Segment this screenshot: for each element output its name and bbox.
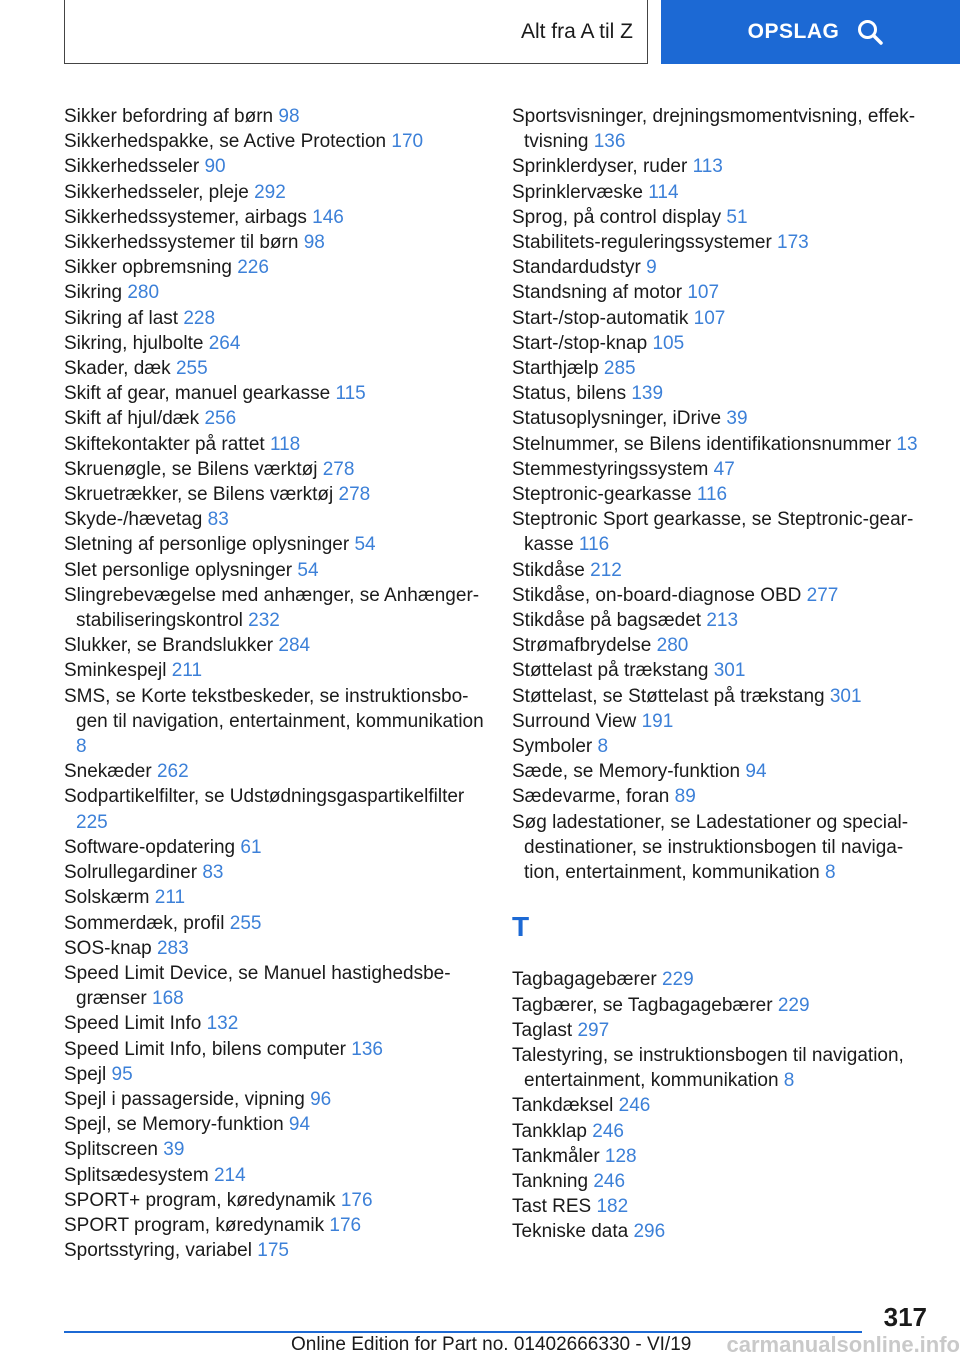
index-entry: [512, 658, 932, 683]
index-entry: [512, 507, 932, 557]
index-entry-text: Sædevarme, foran: [512, 786, 675, 808]
page-link[interactable]: 8: [783, 1070, 795, 1092]
index-entry: [64, 104, 484, 129]
index-entry-text: Sikkerhedsseler, pleje: [64, 181, 255, 203]
index-entry: [64, 784, 484, 834]
index-entry: [64, 759, 484, 784]
edition-text: Online Edition for Part no. 01402666330 - VI/19: [291, 1334, 692, 1355]
page-link[interactable]: 39: [726, 408, 748, 430]
index-entry: [512, 967, 932, 992]
page-link[interactable]: 225: [76, 811, 108, 833]
index-entry: [64, 331, 484, 356]
index-entry: [512, 1119, 932, 1144]
index-entry: [64, 457, 484, 482]
index-entry: [64, 1137, 484, 1162]
page-link[interactable]: 280: [656, 635, 689, 657]
index-entry: [512, 406, 932, 431]
index-entry: [64, 583, 484, 633]
index-entry: [64, 1163, 484, 1188]
page-link[interactable]: 173: [777, 232, 809, 254]
page-link[interactable]: 8: [76, 736, 87, 758]
index-entry-text: Snekæder: [64, 761, 157, 783]
page-link[interactable]: 98: [278, 106, 300, 127]
page-link[interactable]: 114: [648, 181, 679, 203]
page-link[interactable]: 115: [335, 383, 366, 405]
index-entry-text: Sikker opbremsning: [64, 257, 238, 279]
index-entry: [512, 482, 932, 507]
index-entry: [512, 381, 932, 406]
index-entry: [512, 1194, 932, 1219]
page-link[interactable]: 90: [204, 156, 226, 178]
index-entry-text: Skruetrækker, se Bilens værktøj: [64, 484, 339, 506]
index-entry: [64, 1112, 484, 1137]
index-entry-text: Sikring, hjulbolte: [64, 332, 209, 354]
index-column-left: [64, 104, 484, 1263]
index-entry-text: Steptronic Sport gearkasse, se Steptronic-gearkasse: [512, 509, 914, 556]
page-link[interactable]: 176: [329, 1214, 362, 1236]
page-link[interactable]: 107: [687, 282, 720, 304]
index-entry-text: Stikdåse på bagsædet: [512, 610, 707, 632]
index-entry: [512, 1093, 932, 1118]
page-link[interactable]: 278: [322, 458, 355, 480]
index-entry: [64, 432, 484, 457]
index-entry: [512, 1043, 932, 1093]
page-link[interactable]: 284: [278, 635, 311, 657]
index-entry-text: Skift af gear, manuel gearkasse: [64, 383, 336, 405]
page-link[interactable]: 54: [354, 534, 376, 556]
page-link[interactable]: 136: [593, 131, 626, 153]
page-number: 317: [883, 1302, 927, 1332]
index-entry-text: Tankklap: [512, 1120, 593, 1142]
index-entry-text: Skift af hjul/dæk: [64, 408, 205, 430]
index-entry-text: Tankmåler: [512, 1145, 605, 1167]
page-link[interactable]: 246: [618, 1095, 651, 1117]
page-link[interactable]: 212: [590, 559, 622, 581]
index-entry: [64, 1188, 484, 1213]
index-entry-text: SPORT+ program, køredynamik: [64, 1189, 341, 1211]
index-entry-text: Solrullegardiner: [64, 862, 203, 884]
index-entry: [64, 658, 484, 683]
page-link[interactable]: 292: [254, 181, 286, 203]
index-entry: [512, 734, 932, 759]
page-link[interactable]: 182: [596, 1196, 629, 1218]
page-link[interactable]: 139: [631, 383, 664, 405]
index-entry: [512, 205, 932, 230]
index-entry: [512, 230, 932, 255]
page-link[interactable]: 9: [646, 257, 657, 279]
page-link[interactable]: 283: [156, 937, 189, 959]
page-link[interactable]: 214: [213, 1164, 246, 1186]
index-entry-text: Standsning af motor: [512, 282, 688, 304]
page-link[interactable]: 39: [163, 1139, 185, 1161]
page-link[interactable]: 211: [171, 660, 203, 682]
page-link[interactable]: 113: [692, 156, 723, 178]
index-entry: [64, 684, 484, 760]
page-link[interactable]: 262: [156, 761, 189, 783]
index-entry-text: Søg ladestationer, se Ladestationer og specialdestinationer, se instruktionsbogen til navigation, entertainment, kommunikation: [512, 811, 909, 884]
index-entry: [512, 759, 932, 784]
page-link[interactable]: 226: [237, 257, 269, 279]
index-entry-text: Starthjælp: [512, 358, 604, 380]
index-entry-text: Sikring af last: [64, 307, 184, 329]
index-entry: [64, 1062, 484, 1087]
index-entry-text: Skyde-/hævetag: [64, 509, 208, 531]
index-entry-text: Splitsædesystem: [64, 1164, 214, 1186]
page-link[interactable]: 264: [208, 332, 241, 354]
index-entry-text: Sikring: [64, 282, 128, 304]
page-link[interactable]: 89: [674, 786, 696, 808]
index-entry-text: Skader, dæk: [64, 358, 176, 380]
index-entry: [512, 993, 932, 1018]
index-entry: [64, 1037, 484, 1062]
index-entry-text: Stelnummer, se Bilens identifikationsnummer: [512, 433, 897, 455]
page-link[interactable]: 8: [825, 862, 836, 884]
page-link[interactable]: 128: [604, 1145, 637, 1167]
page-link[interactable]: 229: [662, 969, 694, 991]
page-link[interactable]: 107: [693, 307, 726, 329]
index-entry: [64, 961, 484, 1011]
index-entry: [512, 810, 932, 886]
page-link[interactable]: 8: [597, 736, 609, 758]
index-entry-text: Spejl: [64, 1063, 112, 1085]
index-entry: [512, 356, 932, 381]
index-entry: [64, 306, 484, 331]
page-link[interactable]: 297: [577, 1019, 610, 1041]
index-entry-text: Start-/stop-automatik: [512, 307, 694, 329]
index-entry-text: Start-/stop-knap: [512, 332, 653, 354]
index-entry-text: Tekniske data: [512, 1221, 634, 1243]
watermark: carmanualsonline.info: [726, 1332, 960, 1357]
index-entry-text: Støttelast på trækstang: [512, 660, 714, 682]
page-link[interactable]: 170: [391, 131, 424, 153]
index-entry: [512, 1144, 932, 1169]
page-link[interactable]: 255: [175, 358, 208, 380]
index-entry-text: Steptronic-gearkasse: [512, 484, 697, 506]
index-entry-text: Speed Limit Info, bilens computer: [64, 1038, 352, 1060]
index-entry-text: Slingrebevægelse med anhænger, se Anhænger-stabiliseringskontrol: [64, 584, 480, 632]
index-entry-text: Støttelast, se Støttelast på trækstang: [512, 685, 830, 707]
page-link[interactable]: 278: [338, 484, 371, 506]
page-link[interactable]: 256: [204, 408, 237, 430]
index-entry-text: Strømafbrydelse: [512, 635, 657, 657]
index-entry: [64, 885, 484, 910]
index-entry-text: Splitscreen: [64, 1139, 164, 1161]
page-link[interactable]: 175: [257, 1240, 289, 1262]
index-entry: [64, 205, 484, 230]
index-entry-text: Surround View: [512, 710, 642, 732]
page-link[interactable]: 94: [288, 1114, 311, 1136]
page-link[interactable]: 98: [303, 232, 325, 254]
index-entry: [64, 860, 484, 885]
index-entry: [512, 180, 932, 205]
page-link[interactable]: 280: [127, 282, 160, 304]
page-link[interactable]: 246: [592, 1120, 624, 1142]
index-entry: [64, 180, 484, 205]
index-entry: [512, 255, 932, 280]
index-column-right: [512, 104, 932, 1245]
page-link[interactable]: 232: [248, 610, 280, 632]
page-link[interactable]: 228: [183, 307, 216, 329]
page-link[interactable]: 132: [206, 1013, 239, 1035]
index-entry: [64, 381, 484, 406]
page-link[interactable]: 118: [269, 433, 301, 455]
page-link[interactable]: 229: [777, 994, 810, 1016]
index-entry: [512, 104, 932, 154]
page-link[interactable]: 301: [829, 685, 862, 707]
index-entry-text: Skruenøgle, se Bilens værktøj: [64, 458, 323, 480]
page-link[interactable]: 54: [297, 559, 319, 581]
index-entry: [64, 482, 484, 507]
index-entry-text: Sikkerhedspakke, se Active Protection: [64, 131, 392, 153]
index-entry-text: Stabilitets-reguleringssystemer: [512, 232, 778, 254]
lookup-button[interactable]: [661, 0, 960, 64]
index-entry: [64, 835, 484, 860]
page-link[interactable]: 296: [633, 1221, 666, 1243]
index-entry-text: Status, bilens: [512, 383, 632, 405]
section-title: Alt fra A til Z: [520, 19, 633, 43]
index-entry-text: Tankdæksel: [512, 1095, 619, 1117]
index-entry-text: Speed Limit Info: [64, 1013, 207, 1035]
page-link[interactable]: 146: [312, 206, 344, 228]
page-link[interactable]: 94: [745, 761, 767, 783]
index-entry-text: SOS-knap: [64, 937, 157, 959]
page-link[interactable]: 301: [713, 660, 746, 682]
page-link[interactable]: 136: [351, 1038, 383, 1060]
index-entry: [512, 558, 932, 583]
index-entry: [64, 154, 484, 179]
index-entry-text: Stikdåse: [512, 559, 591, 581]
index-entry-text: Sæde, se Memory-funktion: [512, 761, 746, 783]
index-entry-text: Taglast: [512, 1019, 578, 1041]
page-link[interactable]: 96: [310, 1088, 332, 1110]
index-entry-text: Software-opdatering: [64, 836, 241, 858]
index-entry: [512, 154, 932, 179]
page-link[interactable]: 51: [726, 206, 748, 228]
page-link[interactable]: 277: [806, 584, 839, 606]
index-entry-text: Sportsstyring, variabel: [64, 1240, 258, 1262]
index-entry-text: Slet personlige oplysninger: [64, 559, 298, 581]
index-entry: [512, 432, 932, 457]
index-entry: [64, 280, 484, 305]
page-link[interactable]: 83: [202, 862, 224, 884]
index-entry: [64, 406, 484, 431]
index-entry: [512, 684, 932, 709]
index-entry: [64, 532, 484, 557]
index-entry: [512, 1219, 932, 1244]
index-entry-text: Sommerdæk, profil: [64, 912, 230, 934]
page-link[interactable]: 191: [641, 710, 674, 732]
index-entry-text: Tast RES: [512, 1196, 597, 1218]
section-title-tab: [64, 0, 648, 64]
index-entry: [64, 936, 484, 961]
index-group-s: [512, 104, 932, 885]
index-entry: [512, 1018, 932, 1043]
index-entry: [64, 911, 484, 936]
index-entry: [64, 633, 484, 658]
index-entry-text: Speed Limit Device, se Manuel hastighedsbegrænser: [64, 962, 451, 1010]
index-entry-text: Sletning af personlige oplysninger: [64, 534, 355, 556]
page-link[interactable]: 213: [706, 610, 739, 632]
page-link[interactable]: 116: [696, 484, 728, 506]
index-entry-text: Sikker befordring af børn: [64, 106, 279, 127]
page-link[interactable]: 47: [713, 458, 735, 480]
index-entry: [64, 1011, 484, 1036]
index-entry-text: Slukker, se Brandslukker: [64, 635, 279, 657]
index-entry: [512, 306, 932, 331]
index-entry: [64, 558, 484, 583]
index-entry: [64, 1238, 484, 1263]
index-entry: [512, 633, 932, 658]
page-link[interactable]: 285: [603, 358, 636, 380]
index-entry-text: Standardudstyr: [512, 257, 647, 279]
index-entry: [512, 784, 932, 809]
section-letter-t: T: [512, 911, 530, 943]
index-group-t: [512, 967, 932, 1244]
index-entry-text: Tagbærer, se Tagbagagebærer: [512, 994, 778, 1016]
page-link[interactable]: 61: [240, 836, 262, 858]
index-entry-text: Sprog, på control display: [512, 206, 727, 228]
page-link[interactable]: 95: [111, 1063, 133, 1085]
index-entry-text: Sportsvisninger, drejningsmomentvisning, effektvisning: [512, 106, 916, 153]
index-entry-text: Statusoplysninger, iDrive: [512, 408, 727, 430]
index-entry: [64, 1087, 484, 1112]
page-link[interactable]: 255: [229, 912, 262, 934]
index-entry-text: Stemmestyringssystem: [512, 458, 714, 480]
page-link[interactable]: 116: [578, 534, 610, 556]
index-entry: [512, 280, 932, 305]
index-entry-text: Sminkespejl: [64, 660, 172, 682]
index-entry-text: Sodpartikelfilter, se Udstødningsgaspartikelfilter: [64, 786, 465, 808]
index-entry: [512, 1169, 932, 1194]
index-entry: [64, 230, 484, 255]
index-entry-text: Sprinklerdyser, ruder: [512, 156, 693, 178]
index-entry-text: Skiftekontakter på rattet: [64, 433, 270, 455]
index-entry-text: Sikkerhedssystemer, airbags: [64, 206, 313, 228]
lookup-button-label: OPSLAG: [747, 20, 840, 43]
index-entry-text: Solskærm: [64, 887, 155, 909]
index-entry: [512, 331, 932, 356]
index-entry: [64, 507, 484, 532]
index-entry-text: Sprinklervæske: [512, 181, 649, 203]
page-link[interactable]: 211: [154, 887, 186, 909]
index-entry-text: Talestyring, se instruktionsbogen til navigation, entertainment, kommunikation: [512, 1044, 904, 1092]
index-entry-text: Tankning: [512, 1170, 594, 1192]
index-entry-text: SMS, se Korte tekstbeskeder, se instruktionsbogen til navigation, entertainment, kommunikation: [64, 685, 484, 732]
index-entry-text: Spejl i passagerside, vipning: [64, 1088, 311, 1110]
index-entry: [64, 356, 484, 381]
index-entry-text: SPORT program, køredynamik: [64, 1214, 330, 1236]
search-icon: [857, 19, 883, 45]
index-entry: [64, 129, 484, 154]
index-entry-text: Spejl, se Memory-funktion: [64, 1114, 289, 1136]
index-entry-text: Sikkerhedsseler: [64, 156, 205, 178]
page-link[interactable]: 83: [207, 509, 229, 531]
page-link[interactable]: 176: [340, 1189, 373, 1211]
index-entry-text: Sikkerhedssystemer til børn: [64, 232, 304, 254]
page-link[interactable]: 246: [593, 1170, 626, 1192]
index-entry: [512, 709, 932, 734]
page-link[interactable]: 105: [652, 332, 685, 354]
index-entry: [64, 1213, 484, 1238]
index-entry-text: Symboler: [512, 736, 598, 758]
page-link[interactable]: 168: [152, 988, 184, 1010]
index-entry-text: Stikdåse, on-board-diagnose OBD: [512, 584, 807, 606]
index-entry: [512, 583, 932, 608]
index-entry: [64, 255, 484, 280]
index-entry: [512, 457, 932, 482]
index-entry-text: Tagbagagebærer: [512, 969, 662, 991]
index-entry: [512, 608, 932, 633]
page-link[interactable]: 13: [896, 433, 918, 455]
